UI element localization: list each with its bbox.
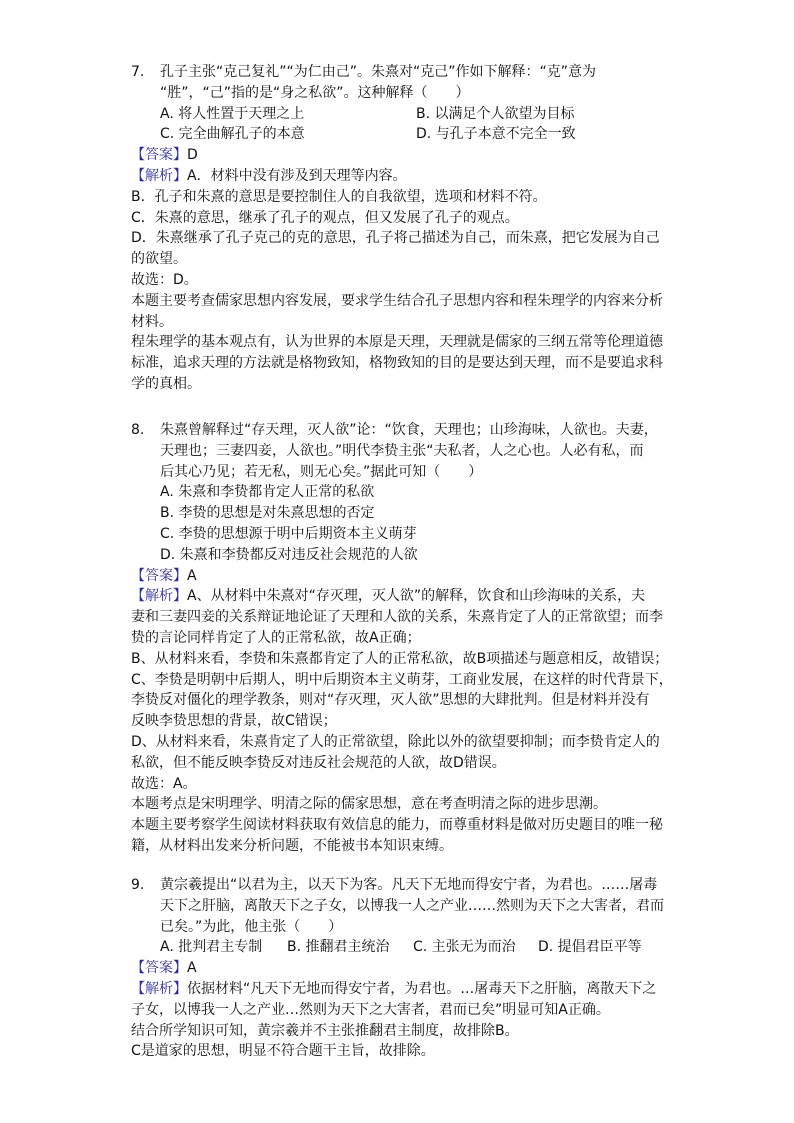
stem-line: 天理也；三妻四妾，人欲也。”明代李贽主张“夫私者，人之心也。人必有私，而 xyxy=(160,442,644,459)
analysis-line: 故选：A。 xyxy=(131,775,197,792)
option-d: D. 提倡君臣平等 xyxy=(538,939,642,956)
question-stem xyxy=(131,62,671,83)
analysis-line xyxy=(131,586,671,607)
question-number: 7. xyxy=(131,64,145,80)
option-b: B. 推翻君主统治 xyxy=(287,939,390,956)
analysis-line xyxy=(131,166,671,187)
analysis-line: 李贽反对僵化的理学教条，则对“存灭理，灭人欲”思想的大肆批判。但是材料并没有 xyxy=(131,692,650,709)
answer-value: D xyxy=(187,147,198,164)
question-stem xyxy=(131,420,671,441)
option-b: B. 李贽的思想是对朱熹思想的否定 xyxy=(160,505,375,522)
answer-value: A xyxy=(187,567,197,584)
analysis-line: 私欲，但不能反映李贽反对违反社会规范的人欲，故D错误。 xyxy=(131,754,506,771)
analysis-line xyxy=(131,979,671,1000)
analysis-line: D、从材料来看，朱熹肯定了人的正常欲望，除此以外的欲望要抑制；而李贽肯定人的 xyxy=(131,733,660,750)
stem-line: 朱熹曾解释过“存天理，灭人欲”论：“饮食，天理也；山珍海味，人欲也。夫妻， xyxy=(160,422,658,438)
analysis-line: 结合所学知识可知，黄宗羲并不主张推翻君主制度，故排除B。 xyxy=(131,1022,519,1039)
analysis-text: A．材料中没有涉及到天理等内容。 xyxy=(187,167,407,184)
answer-line xyxy=(131,566,671,587)
analysis-line: 材料。 xyxy=(131,313,173,330)
options xyxy=(131,104,671,146)
answer-label: 【答案】 xyxy=(131,567,187,584)
analysis-line: C是道家的思想，明显不符合题干主旨，故排除。 xyxy=(131,1043,435,1060)
answer-line xyxy=(131,958,671,979)
analysis-line: 子女，以博我一人之产业…然则为天下之大害者，君而已矣”明显可知A正确。 xyxy=(131,1001,610,1018)
analysis-line: B、从材料来看，李贽和朱熹都肯定了人的正常私欲，故B项描述与题意相反，故错误； xyxy=(131,650,669,667)
option-d: D. 朱熹和李贽都反对违反社会规范的人欲 xyxy=(160,546,418,563)
option-c: C. 完全曲解孔子的本意 xyxy=(160,126,305,143)
analysis-line: C、李贽是明朝中后期人，明中后期资本主义萌芽，工商业发展，在这样的时代背景下， xyxy=(131,671,673,688)
stem-line: 黄宗羲提出“以君为主，以天下为客。凡天下无地而得安宁者，为君也。……屠毒 xyxy=(160,877,658,893)
stem-line: “胜”，“己”指的是“身之私欲”。这种解释（ ） xyxy=(160,84,470,101)
question-8 xyxy=(131,420,671,857)
analysis-line: 学的真相。 xyxy=(131,375,201,392)
analysis-line: 妻和三妻四妾的关系辩证地论证了天理和人欲的关系，朱熹肯定了人的正常欲望；而李 xyxy=(131,609,663,626)
stem-line: 已矣。”为此，他主张（ ） xyxy=(160,918,343,935)
option-a: A. 朱熹和李贽都肯定人正常的私欲 xyxy=(160,484,375,501)
analysis-label: 【解析】 xyxy=(131,167,187,184)
analysis-line: B．孔子和朱熹的意思是要控制住人的自我欲望，选项和材料不符。 xyxy=(131,188,547,205)
option-b: B. 以满足个人欲望为目标 xyxy=(416,105,575,122)
answer-value: A xyxy=(187,960,197,977)
analysis-line: 籍，从材料出发来分析问题，不能被书本知识束缚。 xyxy=(131,837,453,854)
answer-label: 【答案】 xyxy=(131,960,187,977)
analysis-text: 依据材料“凡天下无地而得安宁者，为君也。…屠毒天下之肝脑，离散天下之 xyxy=(187,980,657,997)
analysis-line: 反映李贽思想的背景，故C错误； xyxy=(131,713,337,730)
question-number: 9. xyxy=(131,877,145,893)
question-number: 8. xyxy=(131,422,145,438)
analysis-line: D．朱熹继承了孔子克己的克的意思，孔子将己描述为自己，而朱熹，把它发展为自己 xyxy=(131,230,660,247)
option-c: C. 李贽的思想源于明中后期资本主义萌芽 xyxy=(160,525,417,542)
answer-label: 【答案】 xyxy=(131,147,187,164)
analysis-line: 本题考点是宋明理学、明清之际的儒家思想，意在考查明清之际的进步思潮。 xyxy=(131,796,607,813)
analysis-line: 贽的言论同样肯定了人的正常私欲，故A正确； xyxy=(131,629,421,646)
analysis-line: 本题主要考查儒家思想内容发展，要求学生结合孔子思想内容和程朱理学的内容来分析 xyxy=(131,292,663,309)
question-7 xyxy=(131,62,671,395)
analysis-line: C．朱熹的意思，继承了孔子的观点，但又发展了孔子的观点。 xyxy=(131,209,519,226)
analysis-label: 【解析】 xyxy=(131,980,187,997)
answer-line xyxy=(131,145,671,166)
option-a: A. 将人性置于天理之上 xyxy=(160,105,305,122)
question-stem xyxy=(131,875,671,896)
analysis-line: 故选：D。 xyxy=(131,271,198,288)
stem-line: 后其心乃见；若无私，则无心矣。”据此可知（ ） xyxy=(160,463,483,480)
question-9 xyxy=(131,875,671,1062)
option-a: A. 批判君主专制 xyxy=(160,939,263,956)
stem-line: 孔子主张“克己复礼”“为仁由己”。朱熹对“克己”作如下解释：“克”意为 xyxy=(160,64,597,80)
analysis-text: A、从材料中朱熹对“存灭理，灭人欲”的解释，饮食和山珍海味的关系，夫 xyxy=(187,588,646,605)
stem-line: 天下之肝脑，离散天下之子女，以博我一人之产业……然则为天下之大害者，君而 xyxy=(160,897,664,914)
analysis-line: 的欲望。 xyxy=(131,251,187,268)
analysis-line: 本题主要考察学生阅读材料获取有效信息的能力，而尊重材料是做对历史题目的唯一秘 xyxy=(131,817,663,834)
analysis-label: 【解析】 xyxy=(131,588,187,605)
option-c: C. 主张无为而治 xyxy=(413,939,516,956)
analysis-line: 程朱理学的基本观点有，认为世界的本原是天理，天理就是儒家的三纲五常等伦理道德 xyxy=(131,334,663,351)
options xyxy=(131,937,671,958)
analysis-line: 标准，追求天理的方法就是格物致知，格物致知的目的是要达到天理，而不是要追求科 xyxy=(131,355,663,372)
option-d: D. 与孔子本意不完全一致 xyxy=(416,126,576,143)
